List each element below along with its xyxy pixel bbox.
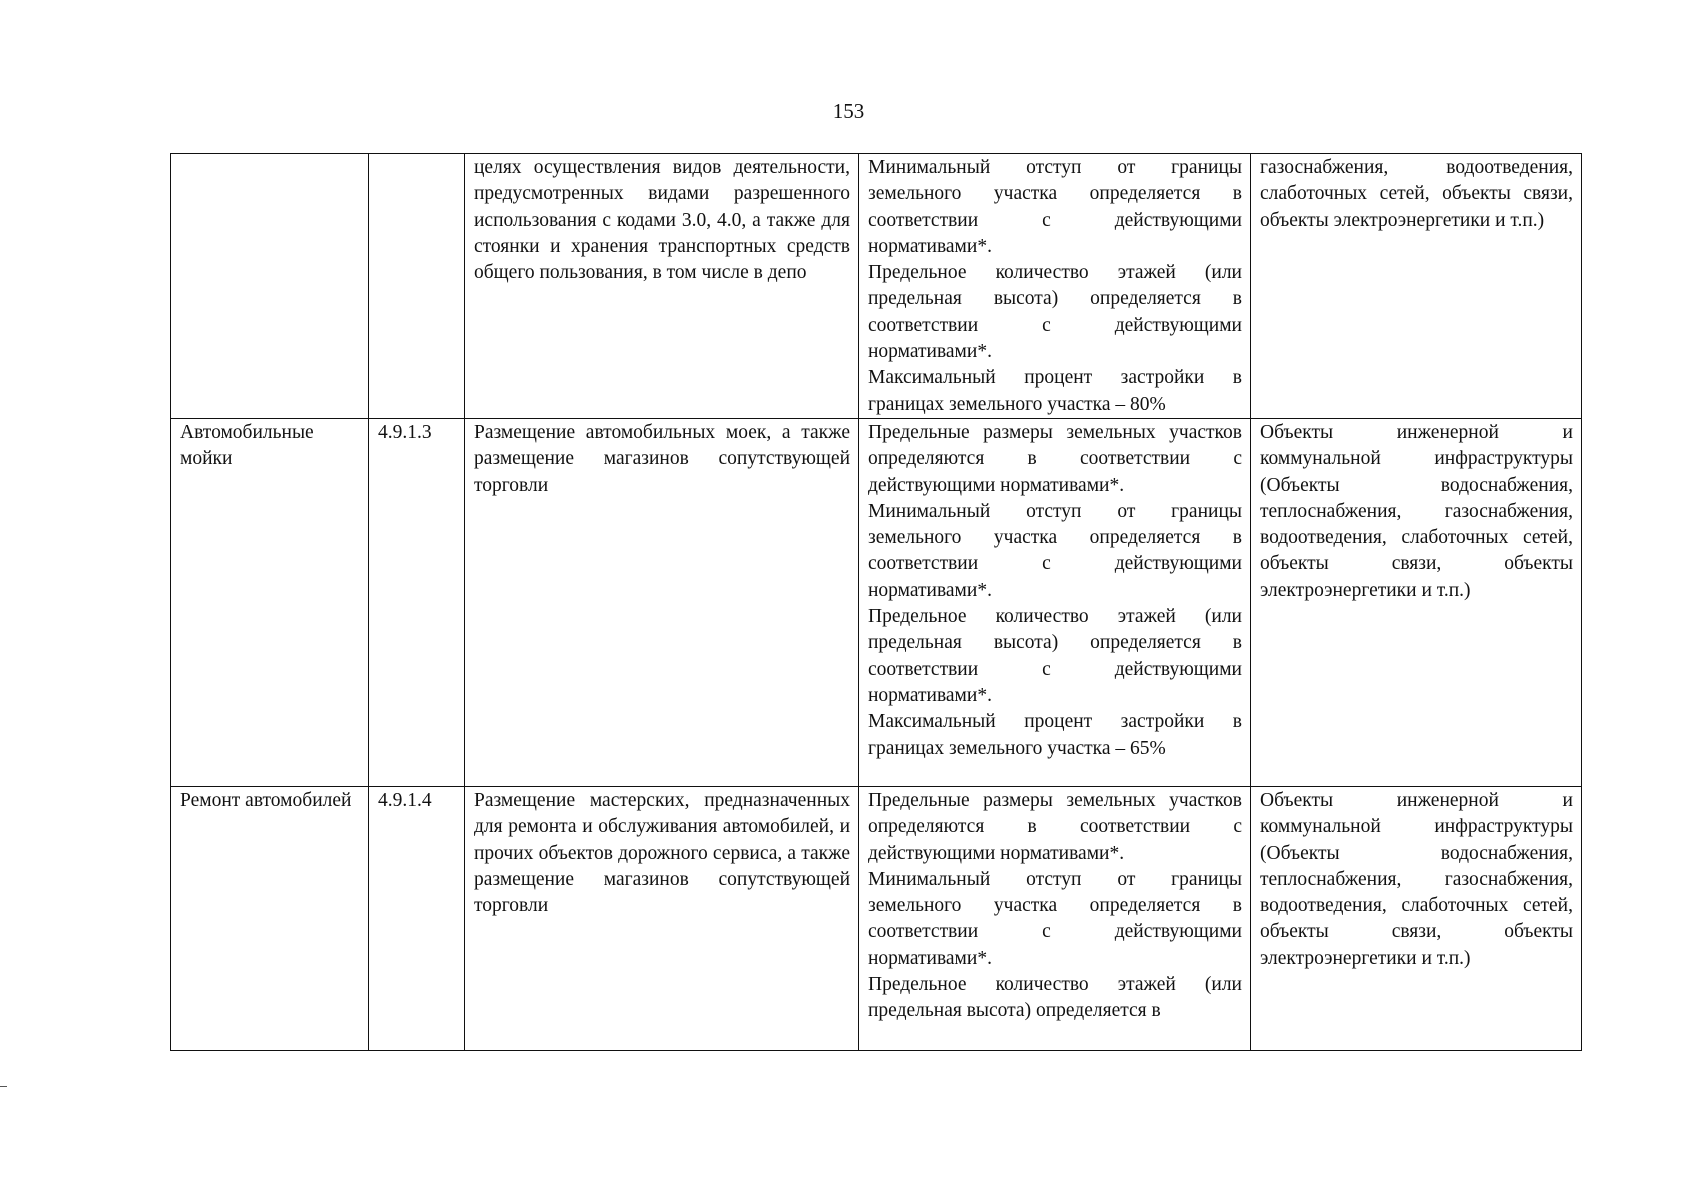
use-name-cell bbox=[171, 154, 369, 419]
use-description-cell: Размещение мастерских, предназначенных для ремонта и обслуживания автомобилей, и прочих объектов дорожного сервиса, а также размещение магазинов сопутствующей торговли bbox=[465, 786, 859, 1050]
parameter-line: Максимальный процент застройки в границах земельного участка – 65% bbox=[868, 711, 1242, 759]
auxiliary-uses-cell bbox=[1251, 154, 1582, 419]
land-use-table bbox=[170, 153, 1582, 1051]
parameters-cell bbox=[859, 418, 1251, 786]
use-code-cell: 4.9.1.3 bbox=[369, 418, 465, 786]
parameter-line: Предельные размеры земельных участков определяются в соответствии с действующими нормативами*. bbox=[868, 421, 1242, 496]
parameter-line: Минимальный отступ от границы земельного участка определяется в соответствии с действующими нормативами*. bbox=[868, 157, 1242, 257]
use-name-cell: Автомобильные мойки bbox=[171, 418, 369, 786]
auxiliary-uses-text: Объекты инженерной и коммунальной инфраструктуры (Объекты водоснабжения, теплоснабжения, газоснабжения, водоотведения, слаботочных сетей, объекты связи, объекты электроэнергетики и т.п.) bbox=[1260, 789, 1573, 969]
table-row bbox=[171, 786, 1582, 1050]
parameters-cell bbox=[859, 154, 1251, 419]
parameter-line: Предельное количество этажей (или предельная высота) определяется в bbox=[868, 974, 1242, 1022]
table-row bbox=[171, 154, 1582, 419]
parameter-line: Минимальный отступ от границы земельного участка определяется в соответствии с действующими нормативами*. bbox=[868, 868, 1242, 969]
table-row bbox=[171, 418, 1582, 786]
parameter-line: Предельное количество этажей (или предельная высота) определяется в соответствии с действующими нормативами*. bbox=[868, 606, 1242, 706]
parameter-line: Предельные размеры земельных участков определяются в соответствии с действующими нормативами*. bbox=[868, 789, 1242, 864]
parameter-line: Максимальный процент застройки в границах земельного участка – 80% bbox=[868, 367, 1242, 415]
use-name-cell: Ремонт автомобилей bbox=[171, 786, 369, 1050]
parameter-line: Предельное количество этажей (или предельная высота) определяется в соответствии с действующими нормативами*. bbox=[868, 262, 1242, 363]
parameters-cell bbox=[859, 786, 1251, 1050]
page-number: 153 bbox=[832, 99, 865, 123]
use-description-cell: Размещение автомобильных моек, а также размещение магазинов сопутствующей торговли bbox=[465, 418, 859, 786]
auxiliary-uses-text: газоснабжения, водоотведения, слаботочных сетей, объекты связи, объекты электроэнергетики и т.п.) bbox=[1260, 157, 1573, 231]
use-code-cell bbox=[369, 154, 465, 419]
auxiliary-uses-cell bbox=[1251, 786, 1582, 1050]
parameter-line: Минимальный отступ от границы земельного участка определяется в соответствии с действующими нормативами*. bbox=[868, 500, 1242, 601]
use-description-cell: целях осуществления видов деятельности, предусмотренных видами разрешенного использования с кодами 3.0, 4.0, а также для стоянки и хранения транспортных средств общего пользования, в том числе в депо bbox=[465, 154, 859, 419]
use-code-cell: 4.9.1.4 bbox=[369, 786, 465, 1050]
auxiliary-uses-cell bbox=[1251, 418, 1582, 786]
scan-margin-mark bbox=[0, 1086, 7, 1087]
auxiliary-uses-text: Объекты инженерной и коммунальной инфраструктуры (Объекты водоснабжения, теплоснабжения, газоснабжения, водоотведения, слаботочных сетей, объекты связи, объекты электроэнергетики и т.п.) bbox=[1260, 421, 1573, 601]
